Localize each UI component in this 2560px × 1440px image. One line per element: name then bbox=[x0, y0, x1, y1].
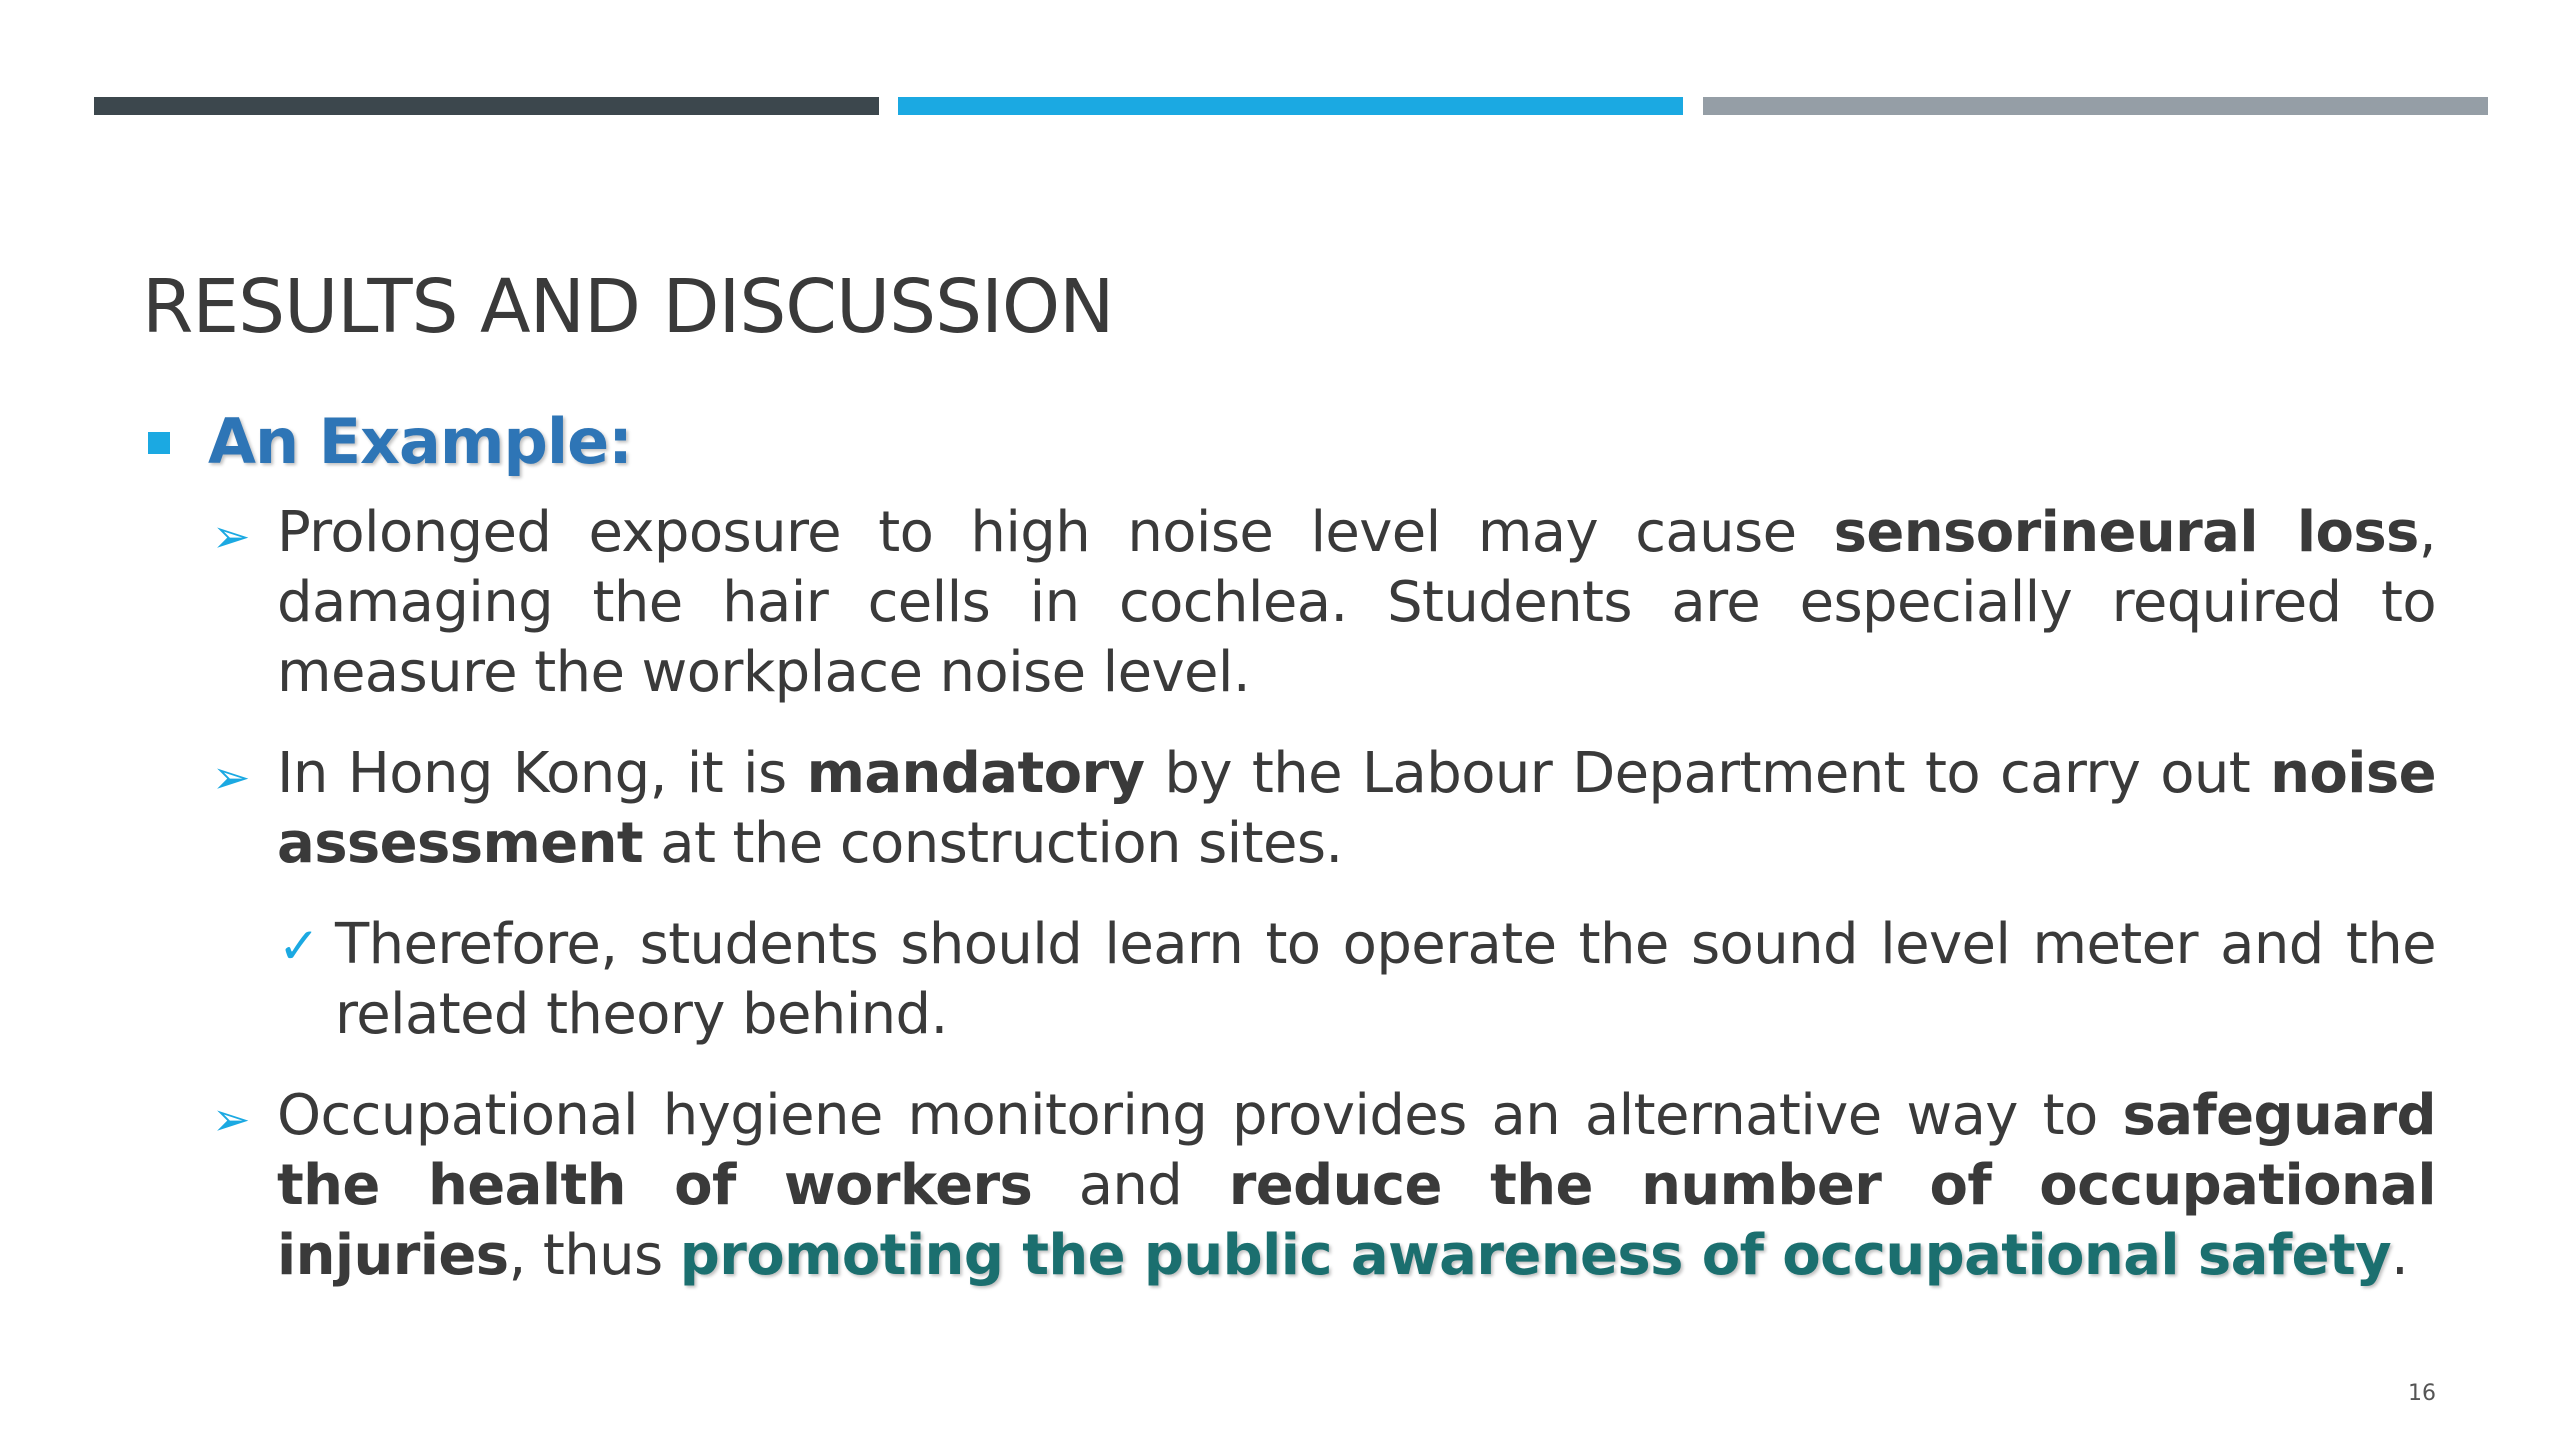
example-heading: An Example: bbox=[208, 405, 632, 478]
bold-term: reduce the number of occupational injuries bbox=[277, 1153, 2436, 1288]
header-accent-bar-blue bbox=[898, 97, 1683, 115]
slide-content bbox=[142, 400, 2436, 1291]
bold-term: mandatory bbox=[806, 741, 1145, 806]
arrowhead-bullet-icon: ➢ bbox=[212, 1092, 251, 1146]
sub-point-text: Therefore, students should learn to operate the sound level meter and the related theory behind. bbox=[335, 912, 2436, 1047]
arrowhead-bullet-icon: ➢ bbox=[212, 750, 251, 804]
point-text: Occupational hygiene monitoring provides an alternative way to safeguard the health of workers and reduce the number of occupational injuries, thus promoting the public awareness of occupational safety. bbox=[277, 1083, 2436, 1288]
square-bullet-icon bbox=[148, 432, 170, 454]
page-number: 16 bbox=[2408, 1381, 2436, 1406]
bold-term: sensorineural loss bbox=[1833, 500, 2419, 565]
point-text: In Hong Kong, it is mandatory by the Labour Department to carry out noise assessment at the construction sites. bbox=[277, 741, 2436, 876]
slide-title: RESULTS AND DISCUSSION bbox=[142, 264, 1114, 350]
bullet-point-noise-exposure bbox=[142, 498, 2436, 708]
bold-term: noise assessment bbox=[277, 741, 2436, 876]
bullet-point-occupational-hygiene bbox=[142, 1081, 2436, 1291]
point-text: Prolonged exposure to high noise level may cause sensorineural loss, damaging the hair cells in cochlea. Students are especially required to measure the workplace noise level. bbox=[277, 500, 2436, 705]
header-accent-bar-dark bbox=[94, 97, 879, 115]
bold-term: safeguard the health of workers bbox=[277, 1083, 2436, 1218]
header-accent-bar-gray bbox=[1703, 97, 2488, 115]
example-heading-item bbox=[142, 400, 2436, 484]
checkmark-bullet-icon: ✓ bbox=[278, 917, 320, 975]
arrowhead-bullet-icon: ➢ bbox=[212, 509, 251, 563]
sub-point-sound-level-meter bbox=[142, 910, 2436, 1050]
highlighted-phrase: promoting the public awareness of occupational safety bbox=[679, 1223, 2392, 1288]
bullet-point-hong-kong bbox=[142, 739, 2436, 879]
